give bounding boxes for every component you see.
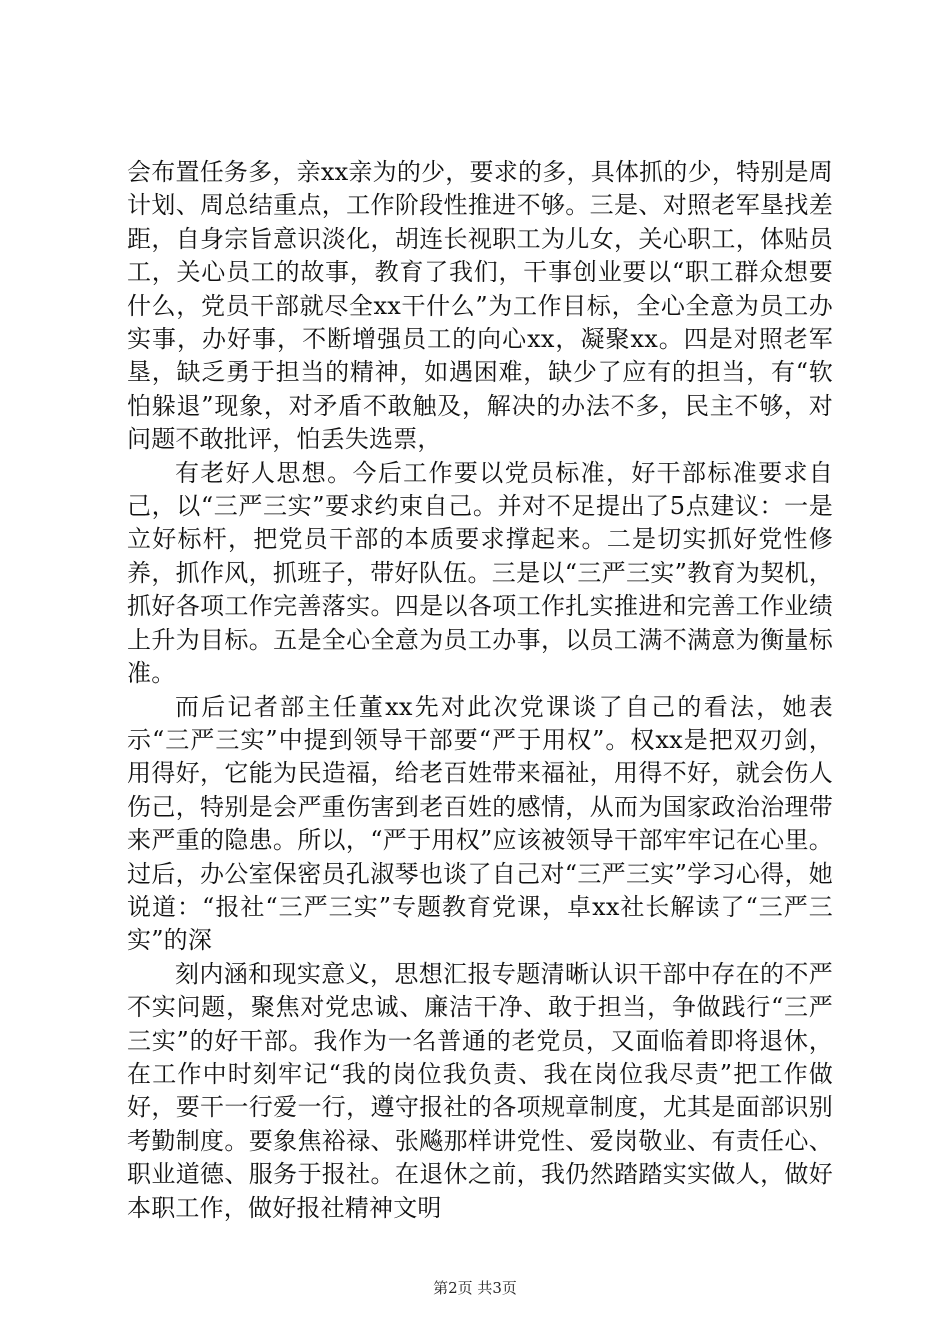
paragraph-1: 会布置任务多，亲xx亲为的少，要求的多，具体抓的少，特别是周计划、周总结重点，工作阶段性推进不够。三是、对照老军垦找差距，自身宗旨意识淡化，胡连长视职工为儿女，关心职工，体贴员工，关心员工的故事，教育了我们，干事创业要以“职工群众想要什么，党员干部就尽全xx干什么”为工作目标，全心全意为员工办实事，办好事，不断增强员工的向心xx，凝聚xx。四是对照老军垦，缺乏勇于担当的精神，如遇困难，缺少了应有的担当，有“软怕躲退”现象，对矛盾不敢触及，解决的办法不多，民主不够，对问题不敢批评，怕丢失选票， (127, 158, 833, 454)
paragraph-3: 而后记者部主任董xx先对此次党课谈了自己的看法，她表示“三严三实”中提到领导干部要“严于用权”。权xx是把双刃剑，用得好，它能为民造福，给老百姓带来福祉，用得不好，就会伤人伤己，特别是会严重伤害到老百姓的感情，从而为国家政治治理带来严重的隐患。所以，“严于用权”应该被领导干部牢牢记在心里。过后，办公室保密员孔淑琴也谈了自己对“三严三实”学习心得，她说道：“报社“三严三实”专题教育党课，卓xx社长解读了“三严三实”的深 (127, 692, 833, 955)
page-number-footer: 第2页 共3页 (433, 1279, 517, 1297)
paragraph-2: 有老好人思想。今后工作要以党员标准，好干部标准要求自己，以“三严三实”要求约束自己。并对不足提出了5点建议：一是立好标杆，把党员干部的本质要求撑起来。二是切实抓好党性修养，抓作风，抓班子，带好队伍。三是以“三严三实”教育为契机，抓好各项工作完善落实。四是以各项工作扎实推进和完善工作业绩上升为目标。五是全心全意为员工办事，以员工满不满意为衡量标准。 (127, 458, 833, 688)
document-body (127, 156, 833, 1225)
paragraph-4: 刻内涵和现实意义，思想汇报专题清晰认识干部中存在的不严不实问题，聚焦对党忠诚、廉洁干净、敢于担当，争做践行“三严三实”的好干部。我作为一名普通的老党员，又面临着即将退休，在工作中时刻牢记“我的岗位我负责、我在岗位我尽责”把工作做好，要干一行爱一行，遵守报社的各项规章制度，尤其是面部识别考勤制度。要象焦裕禄、张飚那样讲党性、爱岗敬业、有责任心、职业道德、服务于报社。在退休之前，我仍然踏踏实实做人，做好本职工作，做好报社精神文明 (127, 959, 833, 1222)
